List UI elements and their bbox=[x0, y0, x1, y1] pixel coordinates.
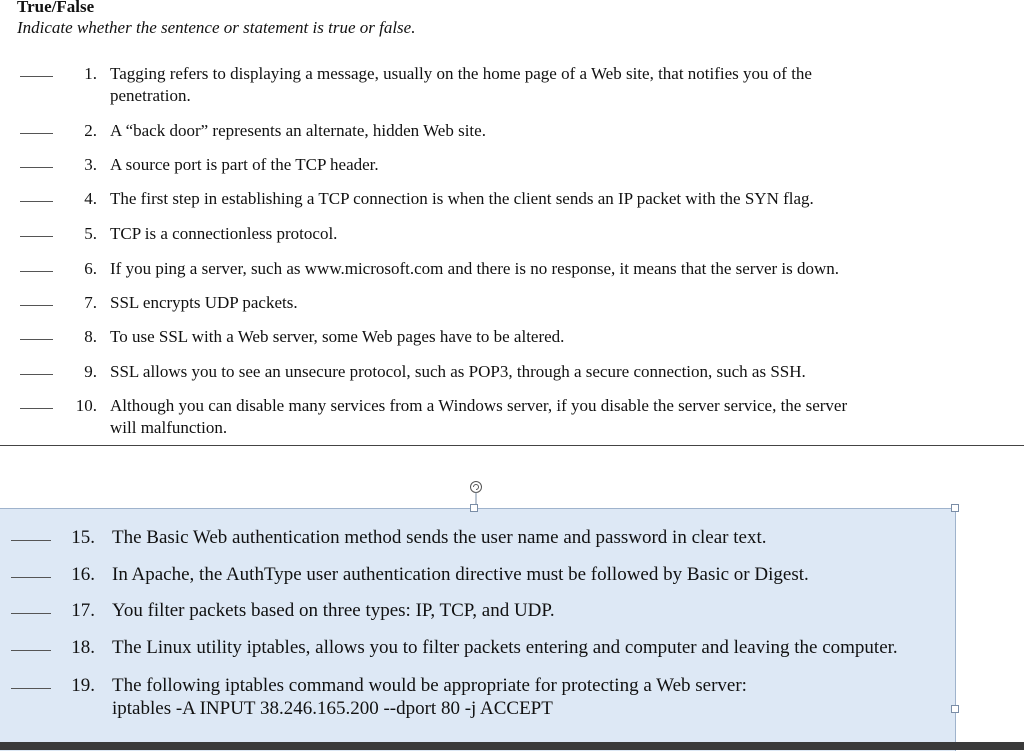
question-number: 17. bbox=[71, 600, 95, 621]
question-number: 7. bbox=[84, 293, 97, 312]
question-number: 15. bbox=[71, 527, 95, 548]
question-number: 4. bbox=[84, 189, 97, 208]
question-number: 2. bbox=[84, 121, 97, 140]
question-number: 9. bbox=[84, 362, 97, 381]
answer-blank[interactable] bbox=[11, 526, 51, 541]
resize-handle-top-right[interactable] bbox=[951, 504, 959, 512]
question-number: 5. bbox=[84, 224, 97, 243]
question-number: 8. bbox=[84, 327, 97, 346]
answer-blank[interactable] bbox=[11, 599, 51, 614]
answer-blank[interactable] bbox=[11, 636, 51, 651]
question-text: SSL encrypts UDP packets. bbox=[110, 293, 298, 312]
question-text: SSL allows you to see an unsecure protocol, such as POP3, through a secure connection, such as SSH. bbox=[110, 362, 806, 381]
question-number: 18. bbox=[71, 637, 95, 658]
section-title: True/False bbox=[17, 0, 95, 16]
answer-blank[interactable] bbox=[20, 395, 53, 409]
question-number: 1. bbox=[84, 64, 97, 83]
answer-blank[interactable] bbox=[20, 120, 53, 134]
question-text: In Apache, the AuthType user authentication directive must be followed by Basic or Digest. bbox=[112, 564, 809, 585]
question-text: A “back door” represents an alternate, hidden Web site. bbox=[110, 121, 486, 140]
answer-blank[interactable] bbox=[20, 361, 53, 375]
answer-blank[interactable] bbox=[20, 63, 53, 77]
question-text: The Basic Web authentication method sends the user name and password in clear text. bbox=[112, 527, 767, 548]
question-text: A source port is part of the TCP header. bbox=[110, 155, 379, 174]
question-text: The Linux utility iptables, allows you to filter packets entering and computer and leaving the computer. bbox=[112, 637, 898, 658]
resize-handle-top[interactable] bbox=[470, 504, 478, 512]
question-text: The first step in establishing a TCP connection is when the client sends an IP packet with the SYN flag. bbox=[110, 189, 814, 208]
question-number: 6. bbox=[84, 259, 97, 278]
answer-blank[interactable] bbox=[20, 326, 53, 340]
question-number: 3. bbox=[84, 155, 97, 174]
resize-handle-right[interactable] bbox=[951, 705, 959, 713]
question-text: To use SSL with a Web server, some Web pages have to be altered. bbox=[110, 327, 565, 346]
question-text: If you ping a server, such as www.microsoft.com and there is no response, it means that the server is down. bbox=[110, 259, 840, 278]
question-text: Although you can disable many services from a Windows server, if you disable the server service, the server will malfunction. bbox=[110, 396, 848, 437]
question-number: 16. bbox=[71, 564, 95, 585]
answer-blank[interactable] bbox=[20, 223, 53, 237]
question-text: TCP is a connectionless protocol. bbox=[110, 224, 338, 243]
question-text: You filter packets based on three types: IP, TCP, and UDP. bbox=[112, 600, 555, 621]
page-gap bbox=[0, 446, 1024, 510]
question-text: Tagging refers to displaying a message, usually on the home page of a Web site, that notifies you of the penetration. bbox=[110, 64, 812, 105]
answer-blank[interactable] bbox=[20, 292, 53, 306]
status-bar-edge bbox=[0, 742, 1024, 750]
answer-blank[interactable] bbox=[20, 188, 53, 202]
answer-blank[interactable] bbox=[20, 154, 53, 168]
selected-text-box[interactable] bbox=[0, 508, 956, 751]
question-text: The following iptables command would be appropriate for protecting a Web server: iptables -A INPUT 38.246.165.200 --dport 80 -j ACCEPT bbox=[112, 675, 747, 719]
question-number: 19. bbox=[71, 675, 95, 696]
question-number: 10. bbox=[75, 396, 97, 415]
answer-blank[interactable] bbox=[11, 563, 51, 578]
answer-blank[interactable] bbox=[20, 258, 53, 272]
section-instructions: Indicate whether the sentence or statement is true or false. bbox=[17, 18, 416, 37]
answer-blank[interactable] bbox=[11, 674, 51, 689]
